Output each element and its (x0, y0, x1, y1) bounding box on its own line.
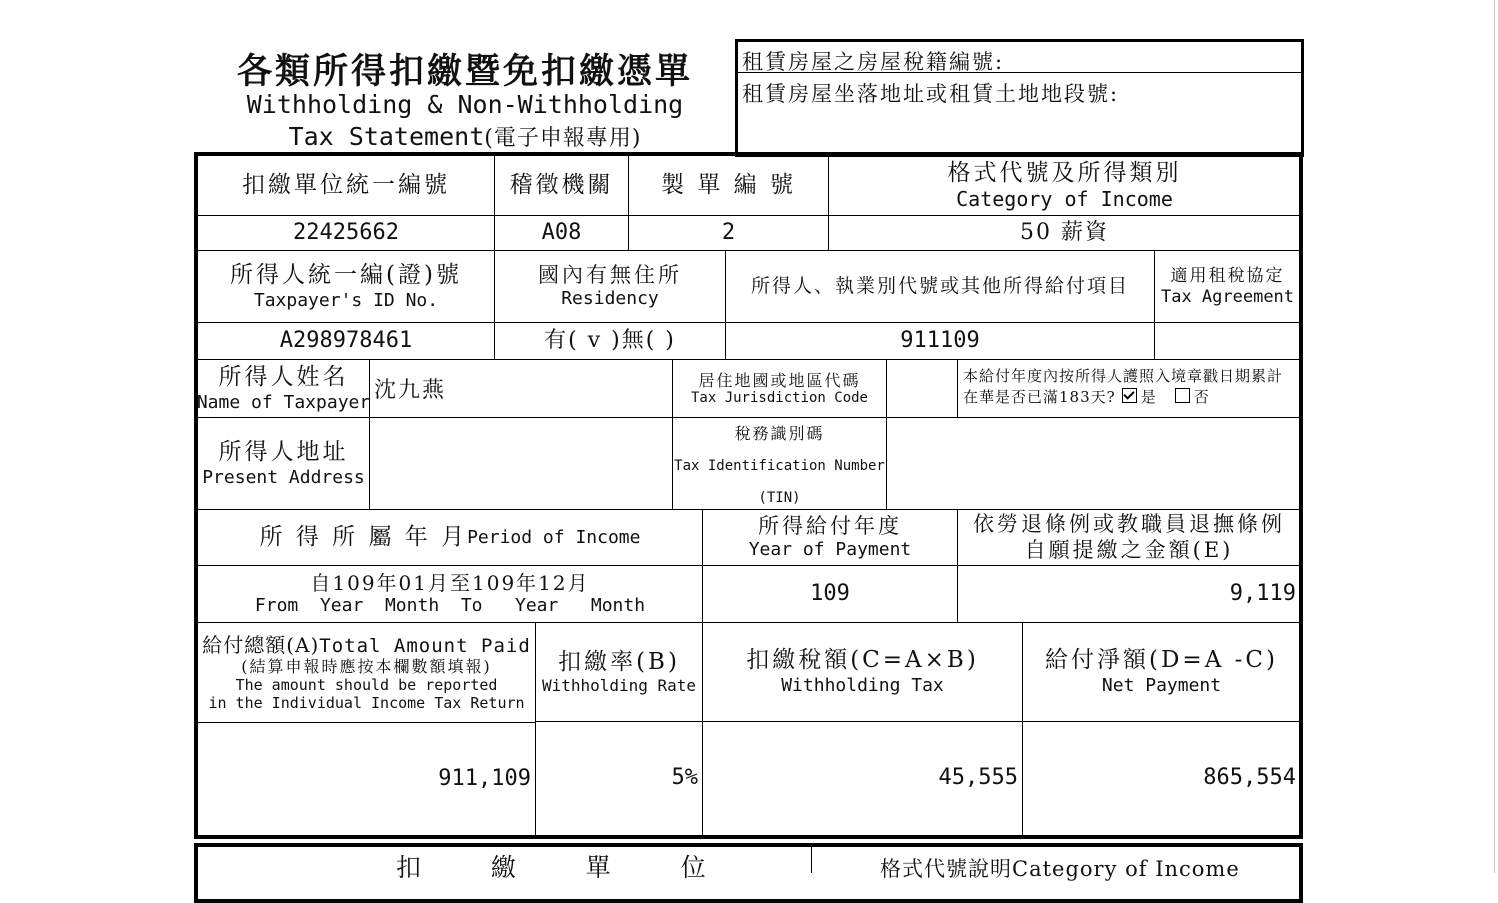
residency-value-text: 有( v )無( ) (544, 327, 676, 353)
pension-label (958, 510, 1300, 565)
tax-office-value-text: A08 (541, 219, 582, 245)
doc-no-label-text: 製 單 編 號 (661, 171, 796, 198)
tax-agreement-label (1155, 251, 1300, 322)
net-payment-value-text: 865,554 (1203, 765, 1296, 791)
category-label-en: Category of Income (956, 187, 1173, 212)
tax-agreement-label-en: Tax Agreement (1160, 286, 1295, 307)
taxpayer-id-label-en: Taxpayer's ID No. (253, 289, 439, 311)
withholder-section-label: 扣 繳 單 位 (396, 853, 724, 882)
rate-label-en: Withholding Rate (541, 676, 697, 696)
residency-label (495, 251, 725, 322)
jurisdiction-label-zh: 居住地國或地區代碼 (698, 370, 861, 390)
form-title-electronic-note: (電子申報專用) (484, 126, 642, 151)
period-value (198, 566, 702, 622)
form-title-en-line1: Withholding & Non-Withholding (246, 90, 684, 119)
pension-value (958, 566, 1300, 622)
pay-year-value (703, 566, 957, 622)
rate-label-zh: 扣繳率(B) (558, 648, 680, 675)
total-paid-label-en: Total Amount Paid (319, 634, 531, 657)
residency-value (495, 323, 725, 359)
tax-office-label-text: 稽徵機關 (509, 171, 614, 198)
stay-no-checkbox[interactable] (1175, 388, 1190, 403)
period-label-en: Period of Income (467, 526, 641, 548)
taxpayer-id-value-text: A298978461 (279, 327, 413, 353)
doc-no-value-text: 2 (721, 219, 736, 245)
jurisdiction-value (887, 360, 957, 417)
total-paid-note-en1: The amount should be reported (235, 676, 498, 695)
total-paid-label (198, 623, 535, 722)
residency-label-zh: 國內有無住所 (538, 263, 682, 288)
withholder-id-value-text: 22425662 (293, 219, 399, 245)
occupation-code-value-text: 911109 (900, 327, 980, 353)
withholder-id-value (198, 216, 494, 250)
rental-house-address-label: 租賃房屋坐落地址或租賃土地地段號: (742, 82, 1120, 106)
grid-line (811, 847, 812, 873)
pay-year-label (703, 510, 957, 565)
form-title-en-line2 (200, 121, 730, 152)
total-paid-label-zh: 給付總額(A) (202, 632, 320, 657)
pension-label-line2: 自願提繳之金額(E) (1024, 537, 1234, 562)
form-title-zh: 各類所得扣繳暨免扣繳憑單 (236, 51, 693, 92)
withholding-tax-label (703, 623, 1022, 721)
taxpayer-name-label (198, 360, 369, 417)
rate-label (536, 623, 702, 721)
taxpayer-id-label-zh: 所得人統一編(證)號 (230, 261, 462, 288)
taxpayer-name-value (370, 360, 672, 417)
withholder-id-label-text: 扣繳單位統一編號 (242, 171, 450, 198)
net-payment-value (1023, 722, 1300, 835)
net-payment-label-zh: 給付淨額(D=A -C) (1045, 647, 1278, 674)
tin-value (887, 418, 1300, 509)
pay-year-label-zh: 所得給付年度 (758, 514, 902, 539)
withholding-tax-value-text: 45,555 (938, 765, 1018, 791)
occupation-code-label (726, 251, 1154, 322)
rental-house-tax-id-label: 租賃房屋之房屋稅籍編號: (742, 50, 1005, 74)
rate-value (536, 722, 702, 835)
tin-label-abbr: (TIN) (758, 490, 801, 507)
period-from-to-caption: From Year Month To Year Month (254, 595, 646, 617)
doc-no-value (629, 216, 828, 250)
net-payment-label-en: Net Payment (1101, 675, 1222, 696)
taxpayer-id-label (198, 251, 494, 322)
jurisdiction-label (673, 360, 886, 417)
occupation-code-value (726, 323, 1154, 359)
tax-agreement-label-zh: 適用租稅協定 (1170, 266, 1285, 287)
stay-no-label: 否 (1193, 388, 1210, 406)
category-value-text: 50 薪資 (1020, 219, 1109, 245)
tin-label-zh: 稅務識別碼 (734, 424, 825, 443)
viewer-scrollbar-edge (1494, 0, 1495, 873)
total-paid-value-text: 911,109 (438, 765, 531, 791)
address-label-zh: 所得人地址 (218, 438, 349, 465)
taxpayer-name-label-zh: 所得人姓名 (218, 363, 349, 390)
doc-no-label (629, 156, 828, 215)
net-payment-label (1023, 623, 1300, 721)
tax-agreement-value (1155, 323, 1300, 359)
period-label (198, 510, 702, 565)
address-value (370, 418, 672, 509)
withholding-tax-value (703, 722, 1022, 835)
stay-183-question (958, 360, 1300, 417)
category-label-zh: 格式代號及所得類別 (947, 159, 1182, 186)
stay-183-question-text: 本給付年度內按所得人護照入境章戳日期累計在華是否已滿183天? (963, 367, 1284, 406)
total-paid-value (198, 723, 535, 835)
address-label-en: Present Address (202, 466, 365, 488)
total-paid-note-en2: in the Individual Income Tax Return (208, 694, 525, 713)
stay-yes-checkbox[interactable] (1122, 388, 1137, 403)
jurisdiction-label-en: Tax Jurisdiction Code (690, 389, 868, 406)
pay-year-value-text: 109 (810, 580, 850, 606)
pension-label-line1: 依勞退條例或教職員退撫條例 (973, 512, 1285, 537)
total-paid-note-zh: (結算申報時應按本欄數額填報) (241, 657, 492, 677)
form-title-en-text: Tax Statement (288, 122, 485, 151)
category-label (829, 156, 1300, 215)
pension-value-text: 9,119 (1229, 580, 1296, 606)
tin-label (673, 418, 886, 509)
category-desc-label: 格式代號說明Category of Income (880, 857, 1240, 881)
tax-office-value (495, 216, 628, 250)
stay-yes-label: 是 (1140, 388, 1157, 406)
withholding-tax-label-en: Withholding Tax (781, 675, 944, 696)
address-label (198, 418, 369, 509)
residency-label-en: Residency (561, 288, 659, 310)
withholding-tax-label-zh: 扣繳稅額(C=A×B) (746, 647, 979, 674)
tax-office-label (495, 156, 628, 215)
tin-label-en: Tax Identification Number (674, 458, 885, 475)
rate-value-text: 5% (671, 765, 698, 791)
period-value-text: 自109年01月至109年12月 (310, 571, 590, 596)
occupation-code-label-text: 所得人、執業別代號或其他所得給付項目 (750, 275, 1129, 298)
pay-year-label-en: Year of Payment (748, 539, 912, 561)
taxpayer-name-value-text: 沈九燕 (374, 378, 447, 403)
taxpayer-id-value (198, 323, 494, 359)
period-label-zh: 所 得 所 屬 年 月 (259, 523, 468, 550)
category-value (829, 216, 1300, 250)
taxpayer-name-label-en: Name of Taxpayer (196, 391, 371, 413)
withholder-id-label (198, 156, 494, 215)
